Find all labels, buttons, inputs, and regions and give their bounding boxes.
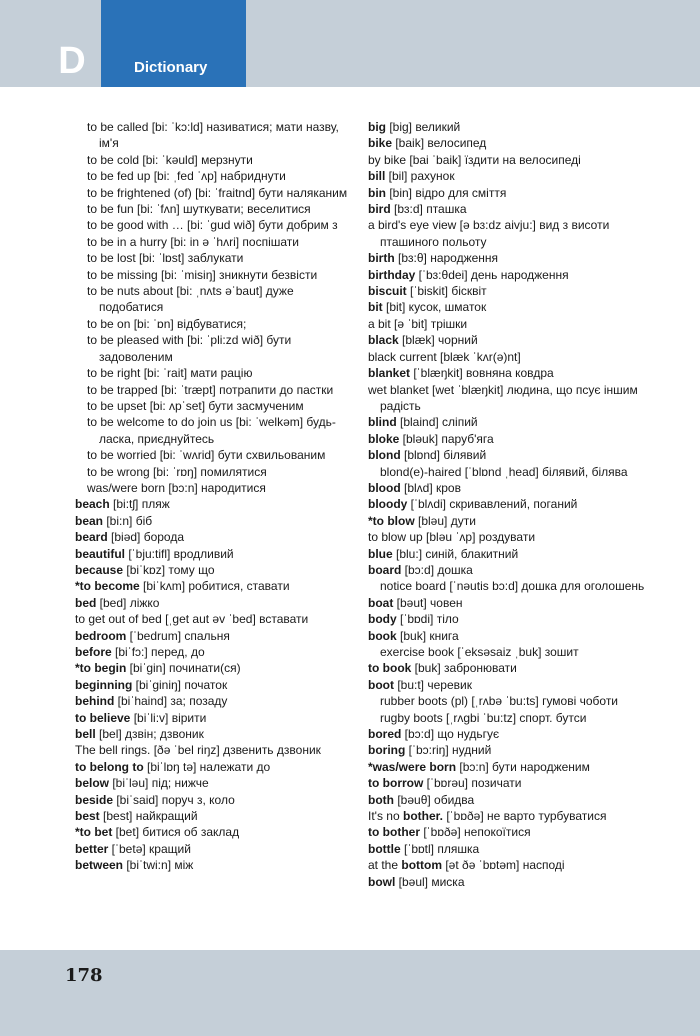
section-letter: D xyxy=(45,0,99,87)
dictionary-entry: notice board [ˈnəutis bɔ:d] дошка для оголошень xyxy=(380,579,645,594)
entry-definition: [ˈbetə] кращий xyxy=(108,841,191,856)
dictionary-entry xyxy=(368,119,658,135)
dictionary-entry xyxy=(75,726,355,742)
dictionary-entry: to be in a hurry [bi: in ə ˈhʌri] поспішати xyxy=(87,234,299,249)
entry-definition: [bit] кусок, шматок xyxy=(382,300,487,315)
entry-definition: [bəul] миска xyxy=(395,874,465,889)
entry-definition: [ˈbedrum] спальня xyxy=(126,628,230,643)
entry-definition: [biˈsaid] поруч з, коло xyxy=(113,792,235,807)
dictionary-entry xyxy=(75,562,355,578)
dictionary-entry xyxy=(368,480,658,496)
entry-headword: below xyxy=(75,776,110,791)
entry-headword: between xyxy=(75,858,124,873)
entry-headword: birthday xyxy=(368,267,416,282)
entry-definition: [bɜ:θ] народження xyxy=(394,251,499,266)
dictionary-entry xyxy=(75,759,355,775)
dictionary-entry xyxy=(368,726,658,742)
dictionary-entry xyxy=(75,595,355,611)
dictionary-entry xyxy=(368,283,658,299)
dictionary-entry xyxy=(368,677,658,693)
entry-headword: bike xyxy=(368,136,393,151)
entry-definition: [bɔ:d] дошка xyxy=(401,562,473,577)
entry-headword: to bother xyxy=(368,825,420,840)
entry-definition: [ˈbɒtl] пляшка xyxy=(400,841,480,856)
dictionary-entry: rubber boots (pl) [ˌrʌbə ˈbu:ts] гумові чоботи xyxy=(380,694,619,709)
entry-headword: bother. xyxy=(402,809,443,824)
dictionary-entry: a bird's eye view [ə bɜ:dz aivju:] вид з висоти пташиного польоту xyxy=(368,218,610,249)
entry-headword: both xyxy=(368,792,394,807)
entry-headword: black xyxy=(368,333,399,348)
dictionary-entry xyxy=(368,513,658,529)
entry-definition: [bɔ:d] що нудьгує xyxy=(401,727,500,742)
entry-headword: better xyxy=(75,841,109,856)
entry-definition: [ˈbɒðə] непокоїтися xyxy=(420,825,531,840)
dictionary-entry xyxy=(368,546,658,562)
dictionary-entry: to be trapped [bi: ˈtræpt] потрапити до пастки xyxy=(87,382,334,397)
dictionary-entry xyxy=(368,431,658,447)
entry-definition: [bi:n] біб xyxy=(103,513,153,528)
entry-headword: bowl xyxy=(368,874,396,889)
dictionary-entry xyxy=(368,808,658,824)
entry-headword: bin xyxy=(368,185,386,200)
dictionary-entry xyxy=(368,628,658,644)
dictionary-entry xyxy=(368,365,658,381)
dictionary-column-left xyxy=(75,119,355,874)
entry-headword: boot xyxy=(368,677,394,692)
entry-definition: [buk] забронювати xyxy=(411,661,517,676)
entry-headword: beautiful xyxy=(75,546,125,561)
entry-headword: *to become xyxy=(75,579,140,594)
dictionary-entry: to be upset [bi: ʌpˈset] бути засмученим xyxy=(87,398,304,413)
dictionary-entry: to be lost [bi: ˈlɒst] заблукати xyxy=(87,251,244,266)
entry-definition: [bu:t] черевик xyxy=(394,677,472,692)
entry-definition: [bəuθ] обидва xyxy=(394,792,475,807)
dictionary-entry xyxy=(368,267,658,283)
entry-definition: [bəut] човен xyxy=(393,595,463,610)
entry-headword: beside xyxy=(75,792,114,807)
dictionary-entry xyxy=(75,792,355,808)
dictionary-entry xyxy=(75,677,355,693)
dictionary-entry xyxy=(75,824,355,840)
dictionary-entry xyxy=(368,185,658,201)
entry-definition: [ˈblæŋkit] вовняна ковдра xyxy=(410,366,554,381)
dictionary-entry xyxy=(368,742,658,758)
entry-headword: beard xyxy=(75,530,108,545)
entry-headword: board xyxy=(368,562,402,577)
dictionary-entry xyxy=(368,775,658,791)
dictionary-entry xyxy=(75,546,355,562)
entry-definition: [blʌd] кров xyxy=(400,480,461,495)
entry-definition: [baik] велосипед xyxy=(392,136,487,151)
dictionary-entry: by bike [bai ˈbaik] їздити на велосипеді xyxy=(368,152,581,167)
entry-definition: [bet] битися об заклад xyxy=(112,825,240,840)
entry-headword: bottle xyxy=(368,841,401,856)
dictionary-entry xyxy=(368,332,658,348)
dictionary-entry xyxy=(75,529,355,545)
dictionary-entry xyxy=(368,250,658,266)
entry-definition: [biˈli:v] вірити xyxy=(130,710,207,725)
page-number: 178 xyxy=(65,965,103,986)
entry-definition: [blæk] чорний xyxy=(398,333,478,348)
entry-headword: beginning xyxy=(75,677,133,692)
entry-definition: [best] найкращий xyxy=(99,809,198,824)
entry-definition: [biˈgin] починати(ся) xyxy=(126,661,241,676)
dictionary-entry xyxy=(368,135,658,151)
entry-definition: [ˈbɒðə] не варто турбуватися xyxy=(443,809,607,824)
dictionary-entry xyxy=(368,414,658,430)
dictionary-entry xyxy=(368,595,658,611)
dictionary-entry xyxy=(75,644,355,660)
dictionary-entry: to be fed up [bi: ˌfed ˈʌp] набриднути xyxy=(87,169,286,184)
entry-headword: before xyxy=(75,645,112,659)
dictionary-entry: to be welcome to do join us [bi: ˈwelkəm] будь-ласка, приєднуйтесь xyxy=(87,415,336,446)
dictionary-entry: to be pleased with [bi: ˈpli:zd wið] бути задоволеним xyxy=(87,333,292,364)
entry-headword: birth xyxy=(368,251,395,266)
entry-headword: bit xyxy=(368,300,383,315)
dictionary-entry xyxy=(75,628,355,644)
dictionary-column-right xyxy=(368,119,658,890)
entry-headword: behind xyxy=(75,694,115,709)
dictionary-entry: to be cold [bi: ˈkəuld] мерзнути xyxy=(87,152,253,167)
dictionary-entry xyxy=(75,496,355,512)
dictionary-entry xyxy=(368,660,658,676)
entry-definition: [ˈbɜ:θdei] день народження xyxy=(415,267,569,282)
dictionary-entry xyxy=(368,562,658,578)
dictionary-entry xyxy=(368,841,658,857)
entry-headword: to borrow xyxy=(368,776,424,791)
entry-headword: best xyxy=(75,809,100,824)
entry-headword: blind xyxy=(368,415,397,430)
dictionary-entry xyxy=(75,775,355,791)
entry-definition: [ˈblʌdi] скривавлений, поганий xyxy=(407,497,578,512)
footer-band xyxy=(0,950,700,1036)
dictionary-entry xyxy=(368,857,658,873)
entry-definition: [biˈfɔ:] перед, до xyxy=(111,645,205,659)
dictionary-entry xyxy=(75,693,355,709)
entry-headword: bedroom xyxy=(75,628,127,643)
dictionary-entry: wet blanket [wet ˈblæŋkit] людина, що псує іншим радість xyxy=(368,382,638,413)
dictionary-entry: black current [blæk ˈkʌr(ə)nt] xyxy=(368,349,521,364)
entry-headword: bean xyxy=(75,513,104,528)
entry-definition: [ˈbju:tifl] вродливий xyxy=(125,546,234,561)
entry-headword: big xyxy=(368,120,386,134)
dictionary-entry xyxy=(368,759,658,775)
entry-headword: book xyxy=(368,628,397,643)
entry-headword: blue xyxy=(368,546,393,561)
dictionary-entry: to be fun [bi: ˈfʌn] шуткувати; веселитися xyxy=(87,202,311,217)
entry-text: at the xyxy=(368,858,402,873)
dictionary-entry: to be nuts about [bi: ˌnʌts əˈbaut] дуже подобатися xyxy=(87,284,294,315)
dictionary-entry xyxy=(75,841,355,857)
dictionary-entry xyxy=(75,513,355,529)
dictionary-entry xyxy=(368,496,658,512)
entry-definition: [blɒnd] білявий xyxy=(400,448,487,463)
entry-text: It's no xyxy=(368,809,403,824)
entry-definition: [biˈləu] під; нижче xyxy=(109,776,209,791)
dictionary-entry xyxy=(368,201,658,217)
entry-headword: *to begin xyxy=(75,661,127,676)
entry-headword: blood xyxy=(368,480,401,495)
entry-definition: [bel] дзвін; дзвоник xyxy=(95,727,204,742)
entry-definition: [bed] ліжко xyxy=(96,595,160,610)
dictionary-entry xyxy=(368,874,658,890)
dictionary-entry xyxy=(368,824,658,840)
entry-headword: to book xyxy=(368,661,412,676)
entry-definition: [ˈbɒrəu] позичати xyxy=(423,776,522,791)
dictionary-entry xyxy=(75,578,355,594)
entry-headword: *to bet xyxy=(75,825,113,840)
entry-headword: *to blow xyxy=(368,513,415,528)
dictionary-entry: to be missing [bi: ˈmisiŋ] зникнути безвісти xyxy=(87,267,318,282)
entry-headword: beach xyxy=(75,497,110,512)
entry-definition: [blu:] синій, блакитний xyxy=(392,546,519,561)
dictionary-entry: to be worried [bi: ˈwʌrid] бути схвильованим xyxy=(87,448,326,463)
entry-headword: bed xyxy=(75,595,97,610)
dictionary-entry xyxy=(368,447,658,463)
entry-definition: [bi:tʃ] пляж xyxy=(109,497,170,512)
dictionary-entry: to be on [bi: ˈɒn] відбуватися; xyxy=(87,316,247,331)
entry-headword: to believe xyxy=(75,710,131,725)
entry-headword: bell xyxy=(75,727,96,742)
entry-headword: bored xyxy=(368,727,402,742)
entry-definition: [bin] відро для сміття xyxy=(386,185,507,200)
entry-definition: [big] великий xyxy=(386,120,461,134)
entry-definition: [biˈginiŋ] початок xyxy=(132,677,228,692)
section-title: Dictionary xyxy=(101,0,246,87)
entry-headword: boat xyxy=(368,595,394,610)
dictionary-entry: exercise book [ˈeksəsaiz ˌbuk] зошит xyxy=(380,645,579,659)
dictionary-entry xyxy=(368,299,658,315)
entry-definition: [bləu] дути xyxy=(414,513,476,528)
entry-definition: [biˈlɒŋ tə] належати до xyxy=(143,759,271,774)
entry-definition: [bɔ:n] бути народженим xyxy=(456,759,590,774)
entry-headword: because xyxy=(75,562,124,577)
dictionary-entry: to be right [bi: ˈrait] мати рацію xyxy=(87,366,253,381)
entry-definition: [ˈbɒdi] тіло xyxy=(396,612,459,627)
entry-definition: [bil] рахунок xyxy=(385,169,455,184)
entry-headword: to belong to xyxy=(75,759,144,774)
entry-definition: [biˈtwi:n] між xyxy=(123,858,194,873)
entry-definition: [buk] книга xyxy=(396,628,459,643)
dictionary-entry: to blow up [bləu ˈʌp] роздувати xyxy=(368,530,536,545)
entry-headword: bird xyxy=(368,202,391,217)
dictionary-entry: to be frightened (of) [bi: ˈfraitnd] бути наляканим xyxy=(87,185,348,200)
entry-headword: bloody xyxy=(368,497,408,512)
entry-definition: [biəd] борода xyxy=(107,530,185,545)
dictionary-entry xyxy=(368,792,658,808)
dictionary-entry xyxy=(368,611,658,627)
entry-definition: [biˈkɒz] тому що xyxy=(123,562,215,577)
entry-headword: blond xyxy=(368,448,401,463)
dictionary-entry: to get out of bed [ˌget aut əv ˈbed] вставати xyxy=(75,612,309,627)
dictionary-entry: The bell rings. [ðə ˈbel riŋz] дзвенить дзвоник xyxy=(75,743,321,758)
dictionary-entry: blond(e)-haired [ˈblɒnd ˌhead] білявий, білява xyxy=(380,464,628,479)
dictionary-entry xyxy=(75,857,355,873)
dictionary-entry: to be called [bi: ˈkɔ:ld] називатися; мати назву, ім'я xyxy=(87,120,339,151)
dictionary-entry xyxy=(368,168,658,184)
entry-definition: [bɜ:d] пташка xyxy=(390,202,467,217)
dictionary-entry: to be good with … [bi: ˈgud wið] бути добрим з xyxy=(87,218,338,233)
entry-definition: [ət ðə ˈbɒtəm] насподі xyxy=(442,858,565,873)
entry-definition: [biˈhaind] за; позаду xyxy=(114,694,228,709)
entry-headword: *was/were born xyxy=(368,759,457,774)
entry-headword: blanket xyxy=(368,366,411,381)
entry-definition: [ˈbiskit] бісквіт xyxy=(406,284,487,299)
entry-definition: [blaind] сліпий xyxy=(396,415,478,430)
dictionary-entry xyxy=(75,710,355,726)
entry-headword: bill xyxy=(368,169,386,184)
entry-headword: biscuit xyxy=(368,284,407,299)
entry-headword: body xyxy=(368,612,397,627)
dictionary-entry: was/were born [bɔ:n] народитися xyxy=(87,480,266,495)
entry-definition: [bləuk] паруб'яга xyxy=(399,431,494,446)
entry-headword: bloke xyxy=(368,431,400,446)
dictionary-entry: rugby boots [ˌrʌgbi ˈbu:tz] спорт. бутси xyxy=(380,710,587,725)
entry-headword: bottom xyxy=(401,858,443,873)
entry-definition: [biˈkʌm] робитися, ставати xyxy=(139,579,290,594)
dictionary-entry xyxy=(75,808,355,824)
dictionary-entry: a bit [ə ˈbit] трішки xyxy=(368,316,468,331)
dictionary-entry xyxy=(75,660,355,676)
entry-headword: boring xyxy=(368,743,406,758)
entry-definition: [ˈbɔ:riŋ] нудний xyxy=(405,743,492,758)
dictionary-entry: to be wrong [bi: ˈrɒŋ] помилятися xyxy=(87,464,267,479)
